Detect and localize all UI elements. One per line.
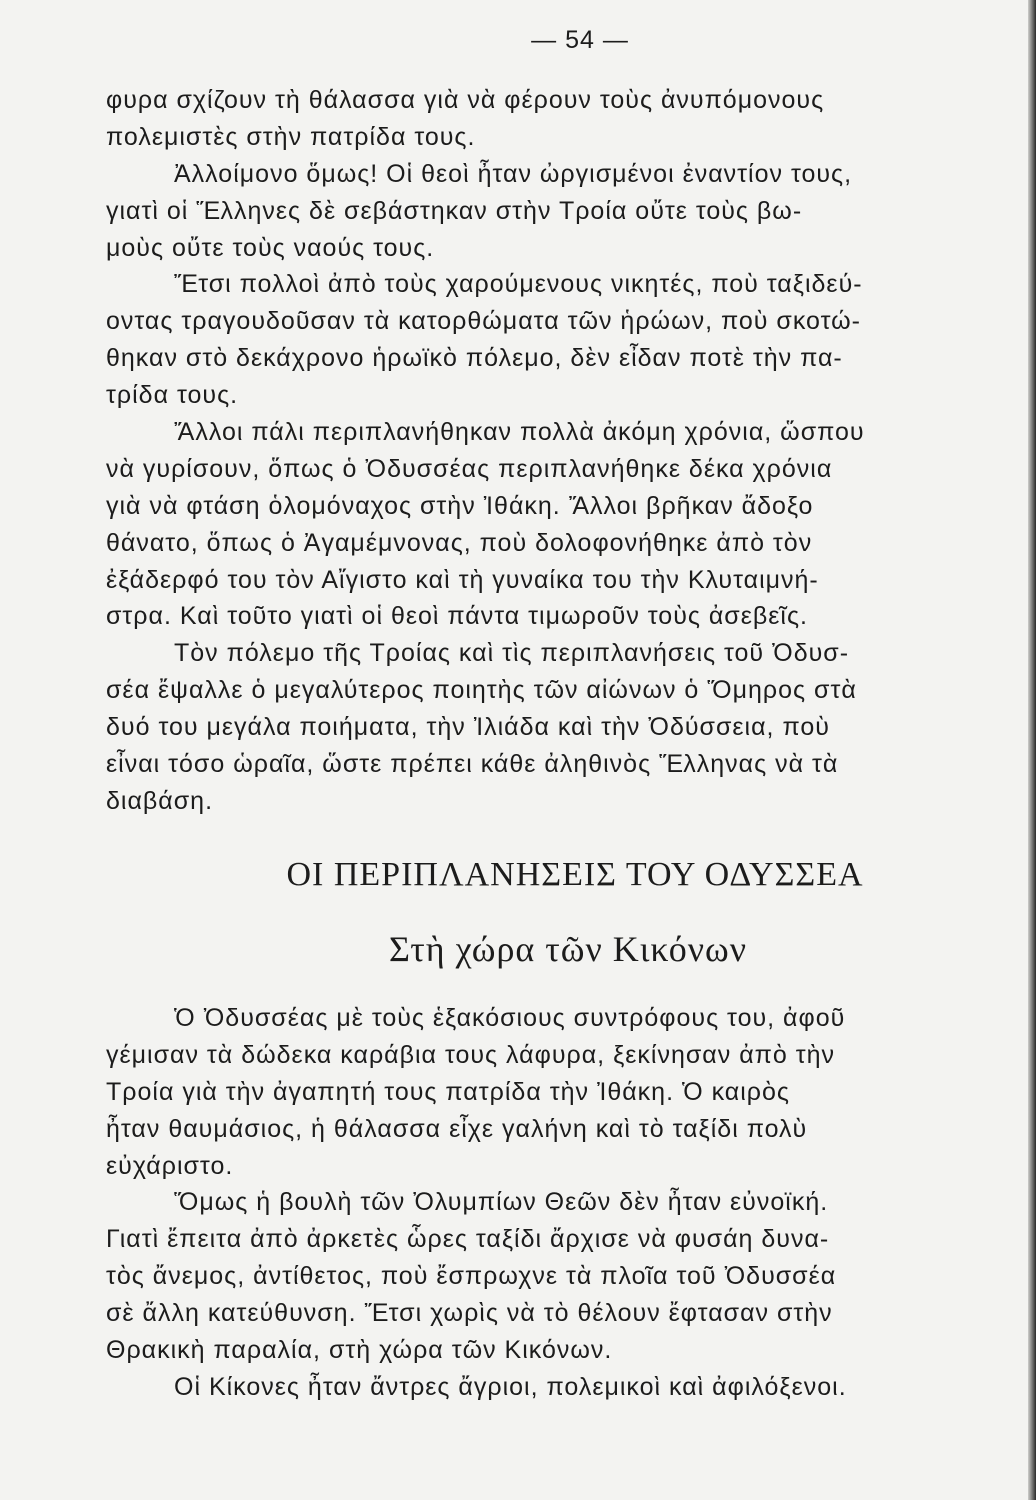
body-text-top (106, 82, 1036, 820)
page-number: — 54 — (531, 26, 629, 54)
text-line: δυό του μεγάλα ποιήματα, τὴν Ἰλιάδα καὶ τὴν Ὀδύσσεια, ποὺ (106, 713, 830, 742)
text-line: Οἱ Κίκονες ἦταν ἄντρες ἄγριοι, πολεμικοὶ καὶ ἀφιλόξενοι. (174, 1372, 847, 1401)
text-line: Τὸν πόλεμο τῆς Τροίας καὶ τὶς περιπλανήσεις τοῦ Ὀδυσ- (174, 639, 850, 668)
text-line: Ἄλλοι πάλι περιπλανήθηκαν πολλὰ ἀκόμη χρόνια, ὥσπου (174, 418, 865, 447)
text-line: γιατὶ οἱ Ἕλληνες δὲ σεβάστηκαν στὴν Τροία οὔτε τοὺς βω- (106, 196, 803, 225)
text-line: εὐχάριστο. (106, 1151, 234, 1180)
text-line: πολεμιστὲς στὴν πατρίδα τους. (106, 122, 476, 151)
chapter-title: ΟΙ ΠΕΡΙΠΛΑΝΗΣΕΙΣ ΤΟΥ ΟΔΥΣΣΕΑ (286, 856, 864, 893)
body-text-bottom (106, 1000, 1036, 1406)
text-line: θάνατο, ὅπως ὁ Ἀγαμέμνονας, ποὺ δολοφονήθηκε ἀπὸ τὸν (106, 528, 813, 557)
text-line: μοὺς οὔτε τοὺς ναούς τους. (106, 233, 435, 262)
text-line: Γιατὶ ἔπειτα ἀπὸ ἀρκετὲς ὧρες ταξίδι ἄρχισε νὰ φυσάη δυνα- (106, 1225, 830, 1254)
text-line: Ἀλλοίμονο ὅμως! Οἱ θεοὶ ἦταν ὠργισμένοι ἐναντίον τους, (174, 159, 853, 188)
text-line: φυρα σχίζουν τὴ θάλασσα γιὰ νὰ φέρουν τοὺς ἀνυπόμονους (106, 86, 825, 114)
text-line: εἶναι τόσο ὡραῖα, ὥστε πρέπει κάθε ἀληθινὸς Ἕλληνας νὰ τὰ (106, 750, 839, 779)
text-line: Ὁ Ὀδυσσέας μὲ τοὺς ἑξακόσιους συντρόφους του, ἀφοῦ (174, 1004, 846, 1032)
text-line: Ἔτσι πολλοὶ ἀπὸ τοὺς χαρούμενους νικητές, ποὺ ταξιδεύ- (174, 270, 863, 299)
text-line: Τροία γιὰ τὴν ἀγαπητή τους πατρίδα τὴν Ἰθάκη. Ὁ καιρὸς (106, 1077, 790, 1106)
text-line: διαβάση. (106, 786, 214, 815)
text-line: Ὅμως ἡ βουλὴ τῶν Ὀλυμπίων Θεῶν δὲν ἦταν εὐνοϊκή. (174, 1188, 829, 1217)
text-line: νὰ γυρίσουν, ὅπως ὁ Ὀδυσσέας περιπλανήθηκε δέκα χρόνια (106, 454, 833, 483)
text-line: στρα. Καὶ τοῦτο γιατὶ οἱ θεοὶ πάντα τιμωροῦν τοὺς ἀσεβεῖς. (106, 602, 808, 631)
text-line: ἐξάδερφό του τὸν Αἴγιστο καὶ τὴ γυναίκα του τὴν Κλυταιμνή- (106, 565, 819, 594)
page-binding-edge (1028, 0, 1036, 1500)
text-line: γέμισαν τὰ δώδεκα καράβια τους λάφυρα, ξεκίνησαν ἀπὸ τὴν (106, 1040, 836, 1069)
text-line: γιὰ νὰ φτάση ὁλομόναχος στὴν Ἰθάκη. Ἄλλοι βρῆκαν ἄδοξο (106, 491, 814, 520)
text-line: τρίδα τους. (106, 381, 239, 410)
text-line: σέα ἔψαλλε ὁ μεγαλύτερος ποιητὴς τῶν αἰώνων ὁ Ὅμηρος στὰ (106, 676, 857, 705)
text-line: τὸς ἄνεμος, ἀντίθετος, ποὺ ἔσπρωχνε τὰ πλοῖα τοῦ Ὀδυσσέα (106, 1262, 837, 1291)
text-line: οντας τραγουδοῦσαν τὰ κατορθώματα τῶν ἡρώων, ποὺ σκοτώ- (106, 307, 861, 336)
text-line: Θρακικὴ παραλία, στὴ χώρα τῶν Κικόνων. (106, 1336, 613, 1365)
text-line: θηκαν στὸ δεκάχρονο ἡρωϊκὸ πόλεμο, δὲν εἶδαν ποτὲ τὴν πα- (106, 344, 843, 373)
text-line: σὲ ἄλλη κατεύθυνση. Ἔτσι χωρὶς νὰ τὸ θέλουν ἔφτασαν στὴν (106, 1299, 833, 1328)
text-line: ἦταν θαυμάσιος, ἡ θάλασσα εἶχε γαλήνη καὶ τὸ ταξίδι πολὺ (106, 1114, 808, 1143)
section-title: Στὴ χώρα τῶν Κικόνων (388, 929, 748, 969)
